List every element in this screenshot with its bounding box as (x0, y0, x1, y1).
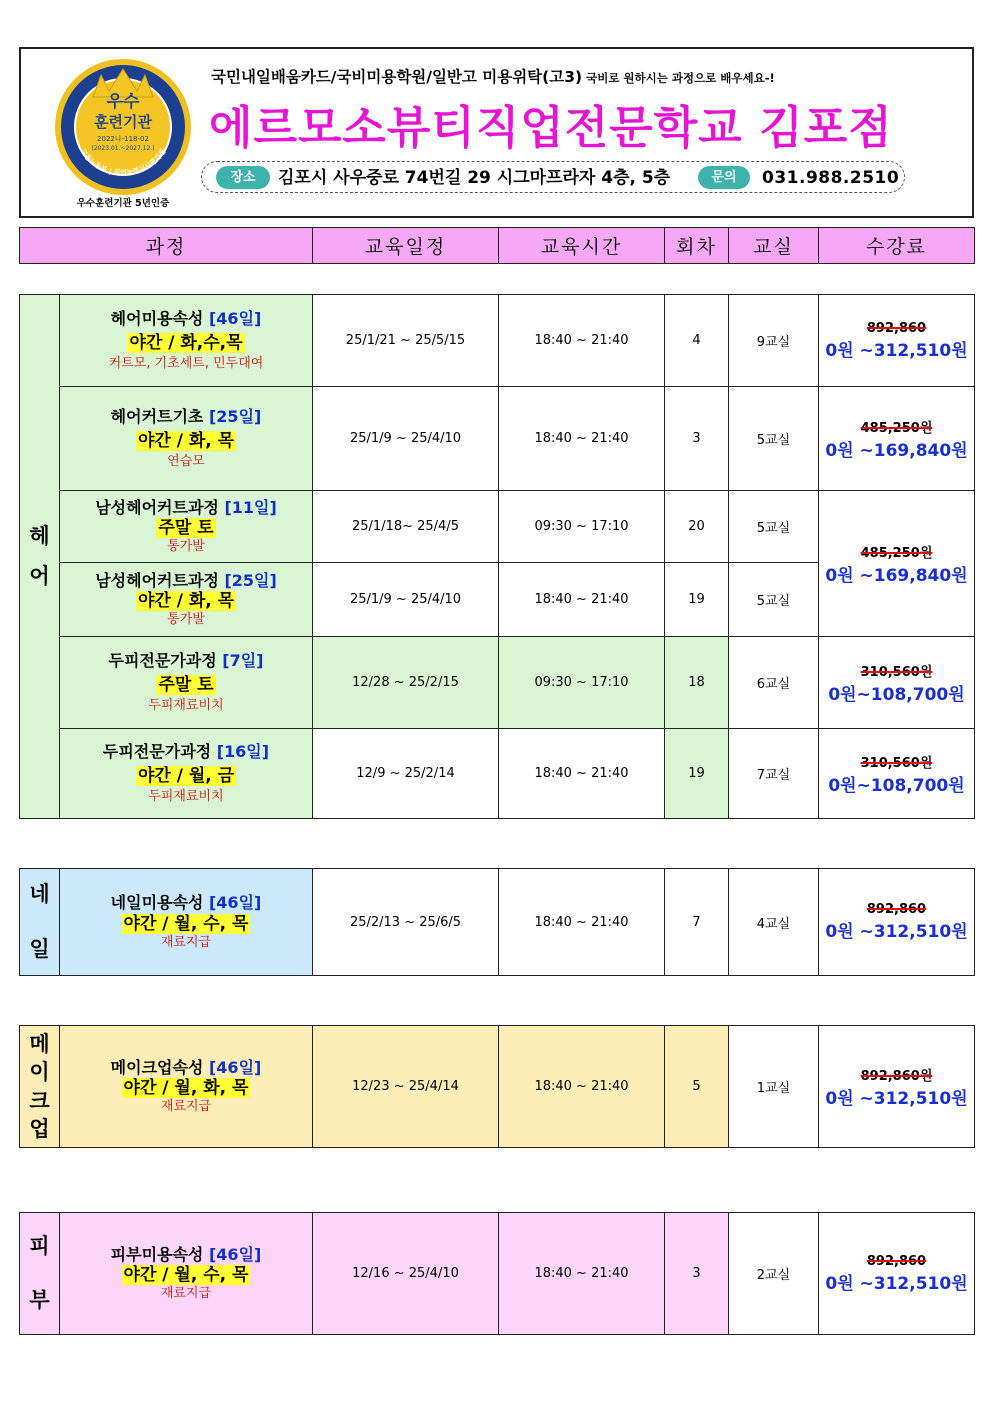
course-days: [46일] (208, 309, 262, 329)
room-cell: 4교실 (729, 869, 819, 976)
original-price: 892,860원 (860, 1068, 933, 1084)
col-time: 교육시간 (499, 228, 665, 264)
table-row (20, 295, 975, 387)
time-cell: 18:40 ~ 21:40 (499, 729, 665, 819)
room-cell: 6교실 (729, 637, 819, 729)
support-price: 0원 ~169,840원 (825, 565, 968, 586)
category-nail: 네 일 (20, 869, 60, 976)
course-schedule: 야간 / 월, 금 (137, 765, 235, 786)
fee-cell (819, 491, 975, 637)
course-name: 남성헤어커트과정 (95, 570, 219, 590)
course-days: [46일] (208, 893, 262, 913)
session-cell: 4 (665, 295, 729, 387)
support-price: 0원~108,700원 (828, 775, 965, 796)
seal-title-2: 훈련기관 (94, 113, 152, 131)
course-schedule: 야간 / 월, 수, 목 (123, 913, 249, 934)
inquiry-tag: 문의 (698, 166, 750, 189)
time-cell: 18:40 ~ 21:40 (499, 869, 665, 976)
fee-cell (819, 1026, 975, 1148)
seal-period: (2023.01.~2027.12.) (91, 145, 155, 152)
fee-cell (819, 1213, 975, 1335)
period-cell: 12/23 ~ 25/4/14 (313, 1026, 499, 1148)
session-cell: 20 (665, 491, 729, 563)
seal-code: 2022나-118-02 (97, 135, 149, 143)
course-cell (60, 387, 313, 491)
course-schedule: 야간 / 화, 목 (137, 591, 235, 612)
course-name: 두피전문가과정 (102, 742, 212, 762)
period-cell: 25/2/13 ~ 25/6/5 (313, 869, 499, 976)
course-cell (60, 563, 313, 637)
hair-course-table (19, 294, 975, 819)
course-name: 헤어미용속성 (110, 309, 204, 329)
room-cell: 5교실 (729, 491, 819, 563)
course-schedule: 주말 토 (158, 674, 214, 695)
course-note: 커트모, 기초세트, 민두대여 (108, 355, 264, 371)
period-cell: 25/1/9 ~ 25/4/10 (313, 563, 499, 637)
course-note: 재료지급 (160, 1099, 212, 1115)
course-days: [16일] (216, 742, 270, 762)
time-cell: 18:40 ~ 21:40 (499, 387, 665, 491)
course-name: 헤어커트기초 (110, 407, 204, 427)
period-cell: 12/9 ~ 25/2/14 (313, 729, 499, 819)
col-course: 과정 (20, 228, 313, 264)
session-cell: 3 (665, 387, 729, 491)
contact-info-bar (201, 161, 905, 193)
excellent-institution-seal (53, 57, 193, 197)
time-cell: 18:40 ~ 21:40 (499, 563, 665, 637)
course-note: 연습모 (167, 453, 205, 469)
fee-cell (819, 729, 975, 819)
course-name-line (60, 1058, 312, 1077)
course-name-line (60, 571, 312, 590)
seal-caption: 우수훈련기관 5년인증 (76, 198, 170, 209)
course-note: 통가발 (167, 539, 205, 555)
support-price: 0원 ~312,510원 (825, 340, 968, 361)
tagline-small: 국비로 원하시는 과정으로 배우세요-! (582, 71, 775, 85)
period-cell: 12/16 ~ 25/4/10 (313, 1213, 499, 1335)
tagline (211, 65, 775, 87)
table-row (20, 729, 975, 819)
original-price: 485,250원 (860, 545, 933, 561)
room-cell: 5교실 (729, 563, 819, 637)
col-fee: 수강료 (819, 228, 975, 264)
fee-cell (819, 869, 975, 976)
course-note: 재료지급 (160, 934, 212, 950)
school-name: 에르모소뷰티직업전문학교 김포점 (209, 101, 893, 154)
tagline-main: 국민내일배움카드/국비미용학원/일반고 미용위탁(고3) (211, 68, 583, 86)
period-cell: 25/1/9 ~ 25/4/10 (313, 387, 499, 491)
room-cell: 7교실 (729, 729, 819, 819)
session-cell: 5 (665, 1026, 729, 1148)
course-name: 두피전문가과정 (108, 651, 217, 671)
original-price: 892,860 (866, 902, 927, 917)
original-price: 892,860 (866, 320, 927, 336)
table-row (20, 1213, 975, 1335)
table-row (20, 387, 975, 491)
col-period: 교육일정 (313, 228, 499, 264)
skin-course-table (19, 1212, 975, 1335)
category-makeup: 메 이 크 업 (20, 1026, 60, 1148)
course-name: 피부미용속성 (110, 1244, 204, 1264)
time-cell: 09:30 ~ 17:10 (499, 491, 665, 563)
course-cell (60, 491, 313, 563)
seal-title-1: 우수 (106, 92, 140, 112)
col-session: 회차 (665, 228, 729, 264)
course-note: 재료지급 (160, 1286, 212, 1302)
table-row (20, 637, 975, 729)
session-cell: 19 (665, 563, 729, 637)
column-header-table (19, 227, 975, 264)
course-days: [46일] (208, 1057, 262, 1077)
col-room: 교실 (729, 228, 819, 264)
table-row (20, 491, 975, 563)
course-note: 두피재료비치 (148, 788, 224, 804)
course-cell (60, 869, 313, 976)
support-price: 0원 ~312,510원 (825, 1273, 968, 1294)
course-name-line (60, 1245, 312, 1264)
course-name-line (60, 309, 312, 328)
original-price: 310,560원 (860, 664, 933, 680)
support-price: 0원 ~169,840원 (825, 440, 968, 461)
makeup-course-table (19, 1025, 975, 1148)
room-cell: 5교실 (729, 387, 819, 491)
time-cell: 18:40 ~ 21:40 (499, 1026, 665, 1148)
room-cell: 2교실 (729, 1213, 819, 1335)
course-schedule: 야간 / 월, 수, 목 (123, 1265, 249, 1286)
location-tag: 장소 (216, 166, 270, 189)
course-days: [7일] (222, 651, 264, 671)
phone-number: 031.988.2510 (762, 168, 900, 188)
original-price: 892,860 (866, 1253, 927, 1269)
course-cell (60, 1213, 313, 1335)
fee-cell (819, 387, 975, 491)
course-note: 두피재료비치 (148, 697, 224, 713)
course-name: 남성헤어커트과정 (95, 497, 219, 517)
course-name-line (60, 893, 312, 912)
time-cell: 09:30 ~ 17:10 (499, 637, 665, 729)
original-price: 310,560원 (860, 755, 933, 771)
support-price: 0원~108,700원 (828, 684, 965, 705)
course-name-line (60, 651, 312, 670)
period-cell: 12/28 ~ 25/2/15 (313, 637, 499, 729)
time-cell: 18:40 ~ 21:40 (499, 295, 665, 387)
session-cell: 3 (665, 1213, 729, 1335)
table-row (20, 869, 975, 976)
fee-cell (819, 295, 975, 387)
course-cell (60, 1026, 313, 1148)
category-skin: 피 부 (20, 1213, 60, 1335)
course-schedule: 야간 / 월, 화, 목 (123, 1078, 249, 1099)
course-name-line (60, 742, 312, 761)
course-name-line (60, 407, 312, 426)
course-schedule: 주말 토 (158, 518, 214, 539)
fee-cell (819, 637, 975, 729)
session-cell: 19 (665, 729, 729, 819)
header-banner (19, 47, 974, 218)
course-schedule: 야간 / 화, 목 (137, 430, 235, 451)
support-price: 0원 ~312,510원 (825, 1088, 968, 1109)
course-cell (60, 637, 313, 729)
period-cell: 25/1/21 ~ 25/5/15 (313, 295, 499, 387)
course-name-line (60, 498, 312, 517)
course-cell (60, 729, 313, 819)
table-row (20, 1026, 975, 1148)
room-cell: 9교실 (729, 295, 819, 387)
course-days: [46일] (208, 1244, 262, 1264)
course-schedule: 야간 / 화,수,목 (129, 332, 243, 353)
course-name: 네일미용속성 (110, 893, 204, 913)
course-days: [25일] (224, 570, 277, 590)
original-price: 485,250원 (860, 420, 933, 436)
time-cell: 18:40 ~ 21:40 (499, 1213, 665, 1335)
session-cell: 7 (665, 869, 729, 976)
address-text: 김포시 사우중로 74번길 29 시그마프라자 4층, 5층 (278, 168, 671, 188)
course-cell (60, 295, 313, 387)
room-cell: 1교실 (729, 1026, 819, 1148)
course-name: 메이크업속성 (110, 1057, 204, 1077)
nail-course-table (19, 868, 975, 976)
seal-ring-text: 고용노동부 | 직업능력심사평가원 (78, 147, 168, 178)
course-days: [11일] (224, 497, 277, 517)
course-days: [25일] (208, 407, 262, 427)
course-note: 통가발 (167, 612, 205, 628)
support-price: 0원 ~312,510원 (825, 922, 968, 942)
period-cell: 25/1/18~ 25/4/5 (313, 491, 499, 563)
category-hair: 헤 어 (20, 295, 60, 819)
session-cell: 18 (665, 637, 729, 729)
